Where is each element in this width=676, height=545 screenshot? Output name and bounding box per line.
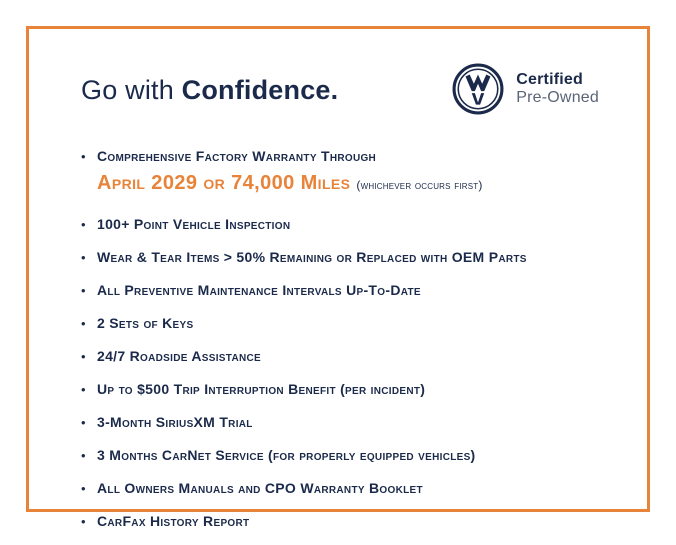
warranty-term: April 2029 or 74,000 Miles [97,172,351,194]
benefits-list [81,147,617,545]
bullet-icon: • [81,217,86,232]
bullet-icon: • [81,415,86,430]
bullet-icon: • [81,250,86,265]
list-item-label: CarFax History Report [97,513,250,529]
list-item-label: 3-Month SiriusXM Trial [97,414,253,430]
bullet-icon: • [81,283,86,298]
list-item [81,479,617,498]
headline-light-text: Go with [81,75,182,105]
warranty-note: (whichever occurs first) [356,178,483,192]
bullet-icon: • [81,149,86,164]
list-item [81,147,617,166]
list-item-label: 2 Sets of Keys [97,315,194,331]
list-item [81,512,617,531]
list-item-label: All Preventive Maintenance Intervals Up-To-Date [97,282,421,298]
certified-pre-owned-card [26,26,650,529]
brand-certified-label: Certified [516,70,583,88]
list-item [81,413,617,432]
warranty-highlight [97,172,617,195]
list-item [81,380,617,399]
bullet-icon: • [81,481,86,496]
bullet-icon: • [81,514,86,529]
list-item [81,314,617,333]
list-item [81,347,617,366]
list-item [81,281,617,300]
list-item-label: 100+ Point Vehicle Inspection [97,216,291,232]
list-item [81,215,617,234]
bullet-icon: • [81,382,86,397]
headline-bold-text: Confidence. [181,75,339,105]
list-item-label: Up to $500 Trip Interruption Benefit (per incident) [97,381,426,397]
list-item-label: Wear & Tear Items > 50% Remaining or Replaced with OEM Parts [97,249,527,265]
list-item [81,248,617,267]
list-item-label: 24/7 Roadside Assistance [97,348,261,364]
volkswagen-logo-icon [452,63,504,115]
brand-preowned-label: Pre-Owned [516,89,599,106]
bullet-icon: • [81,448,86,463]
list-item-label: Comprehensive Factory Warranty Through [97,148,377,164]
list-item-label: 3 Months CarNet Service (for properly equipped vehicles) [97,447,476,463]
brand-lockup [452,63,599,115]
bullet-icon: • [81,316,86,331]
list-item [81,446,617,465]
brand-text [516,71,599,108]
page-title [81,75,338,106]
card-header [29,29,647,121]
bullet-icon: • [81,349,86,364]
list-item-label: All Owners Manuals and CPO Warranty Booklet [97,480,423,496]
